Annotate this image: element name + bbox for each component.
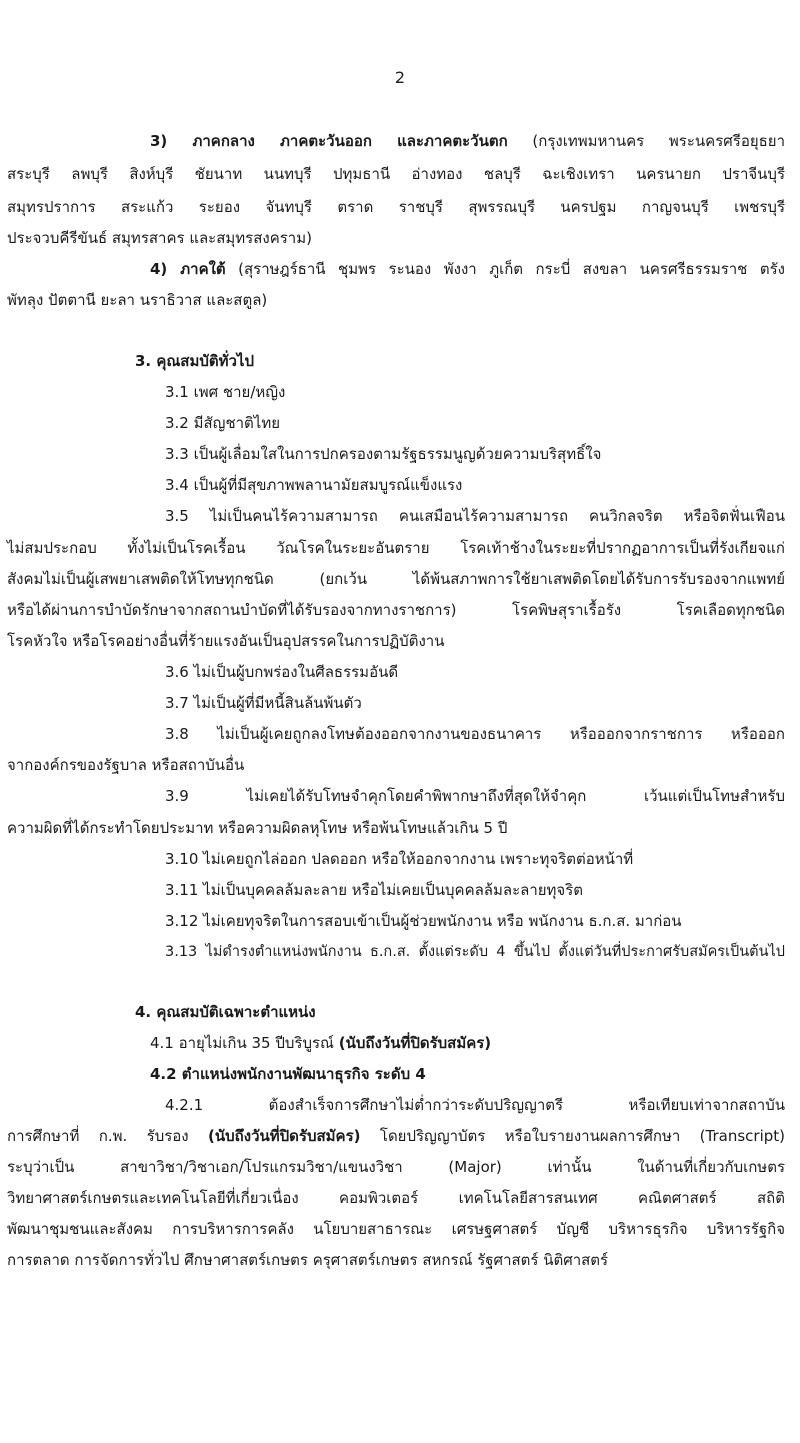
item-3-9-line-2: ความผิดที่ได้กระทำโดยประมาท หรือความผิดลหุโทษ หรือพ้นโทษแล้วเกิน 5 ปี	[7, 819, 508, 837]
region-central-line-1	[150, 131, 785, 151]
item-4-2-1-line-2c: โดยปริญญาบัตร หรือใบรายงานผลการศึกษา (Transcript)	[360, 1127, 785, 1145]
item-3-5-line-5: โรคหัวใจ หรือโรคอย่างอื่นที่ร้ายแรงอันเป็นอุปสรรคในการปฏิบัติงาน	[7, 632, 445, 650]
region-south-heading: 4) ภาคใต้	[150, 260, 226, 278]
item-3-6: 3.6 ไม่เป็นผู้บกพร่องในศีลธรรมอันดี	[165, 663, 399, 681]
item-4-2-heading: 4.2 ตำแหน่งพนักงานพัฒนาธุรกิจ ระดับ 4	[150, 1065, 426, 1083]
region-south-line-1-rest: (สุราษฎร์ธานี ชุมพร ระนอง พังงา ภูเก็ต กระบี่ สงขลา นครศรีธรรมราช ตรัง	[225, 260, 785, 278]
page-number: 2	[394, 68, 406, 87]
region-central-line-4: ประจวบคีรีขันธ์ สมุทรสาคร และสมุทรสงคราม)	[7, 229, 312, 247]
item-4-2-1-line-2	[7, 1126, 785, 1146]
item-4-1	[150, 1033, 491, 1053]
region-central-line-3: สมุทรปราการ สระแก้ว ระยอง จันทบุรี ตราด ราชบุรี สุพรรณบุรี นครปฐม กาญจนบุรี เพชรบุรี	[7, 198, 785, 216]
item-3-4: 3.4 เป็นผู้ที่มีสุขภาพพลานามัยสมบูรณ์แข็งแรง	[165, 476, 463, 494]
item-3-12: 3.12 ไม่เคยทุจริตในการสอบเข้าเป็นผู้ช่วยพนักงาน หรือ พนักงาน ธ.ก.ส. มาก่อน	[165, 912, 682, 930]
item-4-1-text: 4.1 อายุไม่เกิน 35 ปีบริบูรณ์	[150, 1034, 339, 1052]
item-3-5-line-1: 3.5 ไม่เป็นคนไร้ความสามารถ คนเสมือนไร้ความสามารถ คนวิกลจริต หรือจิตฟั่นเฟือน	[165, 507, 785, 525]
general-qualifications-heading: 3. คุณสมบัติทั่วไป	[135, 352, 254, 370]
region-central-line-1-rest: (กรุงเทพมหานคร พระนครศรีอยุธยา	[507, 132, 785, 150]
item-4-2-1-line-5: พัฒนาชุมชนและสังคม การบริหารการคลัง นโยบายสาธารณะ เศรษฐศาสตร์ บัญชี บริหารธุรกิจ บริหารรัฐกิจ	[7, 1220, 785, 1238]
item-4-1-note: (นับถึงวันที่ปิดรับสมัคร)	[338, 1034, 492, 1052]
region-south-line-1	[150, 259, 785, 279]
item-4-2-1-line-3: ระบุว่าเป็น สาขาวิชา/วิชาเอก/โปรแกรมวิชา/แขนงวิชา (Major) เท่านั้น ในด้านที่เกี่ยวกับเกษตร	[7, 1158, 785, 1176]
item-4-2-1-line-1: 4.2.1 ต้องสำเร็จการศึกษาไม่ต่ำกว่าระดับปริญญาตรี หรือเทียบเท่าจากสถาบัน	[165, 1096, 785, 1114]
region-central-line-2: สระบุรี ลพบุรี สิงห์บุรี ชัยนาท นนทบุรี ปทุมธานี อ่างทอง ชลบุรี ฉะเชิงเทรา นครนายก ปราจีนบุรี	[7, 165, 785, 183]
item-4-2-1-line-2a: การศึกษาที่ ก.พ. รับรอง	[7, 1127, 209, 1145]
item-4-2-1-line-4: วิทยาศาสตร์เกษตรและเทคโนโลยีที่เกี่ยวเนื่อง คอมพิวเตอร์ เทคโนโลยีสารสนเทศ คณิตศาสตร์ สถิติ	[7, 1189, 785, 1207]
specific-qualifications-heading: 4. คุณสมบัติเฉพาะตำแหน่ง	[135, 1003, 316, 1021]
item-3-3: 3.3 เป็นผู้เลื่อมใสในการปกครองตามรัฐธรรมนูญด้วยความบริสุทธิ์ใจ	[165, 445, 602, 463]
item-3-5-line-2: ไม่สมประกอบ ทั้งไม่เป็นโรคเรื้อน วัณโรคในระยะอันตราย โรคเท้าช้างในระยะที่ปรากฏอาการเป็นที่รังเกียจแก่	[7, 539, 785, 557]
item-3-8-line-2: จากองค์กรของรัฐบาล หรือสถาบันอื่น	[7, 756, 245, 774]
item-3-9-line-1: 3.9 ไม่เคยได้รับโทษจำคุกโดยคำพิพากษาถึงที่สุดให้จำคุก เว้นแต่เป็นโทษสำหรับ	[165, 787, 785, 805]
item-3-11: 3.11 ไม่เป็นบุคคลล้มละลาย หรือไม่เคยเป็นบุคคลล้มละลายทุจริต	[165, 881, 584, 899]
item-3-5-line-3: สังคมไม่เป็นผู้เสพยาเสพติดให้โทษทุกชนิด (ยกเว้น ได้พ้นสภาพการใช้ยาเสพติดโดยได้รับการรับรองจากแพทย์	[7, 570, 785, 588]
item-3-13: 3.13 ไม่ดำรงตำแหน่งพนักงาน ธ.ก.ส. ตั้งแต่ระดับ 4 ขึ้นไป ตั้งแต่วันที่ประกาศรับสมัครเป็นต้นไป	[165, 944, 785, 960]
item-3-10: 3.10 ไม่เคยถูกไล่ออก ปลดออก หรือให้ออกจากงาน เพราะทุจริตต่อหน้าที่	[165, 850, 634, 868]
item-4-2-1-line-6: การตลาด การจัดการทั่วไป ศึกษาศาสตร์เกษตร ครุศาสตร์เกษตร สหกรณ์ รัฐศาสตร์ นิติศาสตร์	[7, 1251, 609, 1269]
item-3-2: 3.2 มีสัญชาติไทย	[165, 414, 281, 432]
region-central-heading: 3) ภาคกลาง ภาคตะวันออก และภาคตะวันตก	[150, 132, 508, 150]
item-3-1: 3.1 เพศ ชาย/หญิง	[165, 383, 286, 401]
region-south-line-2: พัทลุง ปัตตานี ยะลา นราธิวาส และสตูล)	[7, 291, 268, 309]
item-3-8-line-1: 3.8 ไม่เป็นผู้เคยถูกลงโทษต้องออกจากงานของธนาคาร หรือออกจากราชการ หรือออก	[165, 725, 785, 743]
item-3-7: 3.7 ไม่เป็นผู้ที่มีหนี้สินล้นพ้นตัว	[165, 694, 362, 712]
item-3-5-line-4: หรือได้ผ่านการบำบัดรักษาจากสถานบำบัดที่ได้รับรองจากทางราชการ) โรคพิษสุราเรื้อรัง โรคเลือดทุกชนิด	[7, 601, 785, 619]
item-4-2-1-deadline-note: (นับถึงวันที่ปิดรับสมัคร)	[208, 1127, 361, 1145]
